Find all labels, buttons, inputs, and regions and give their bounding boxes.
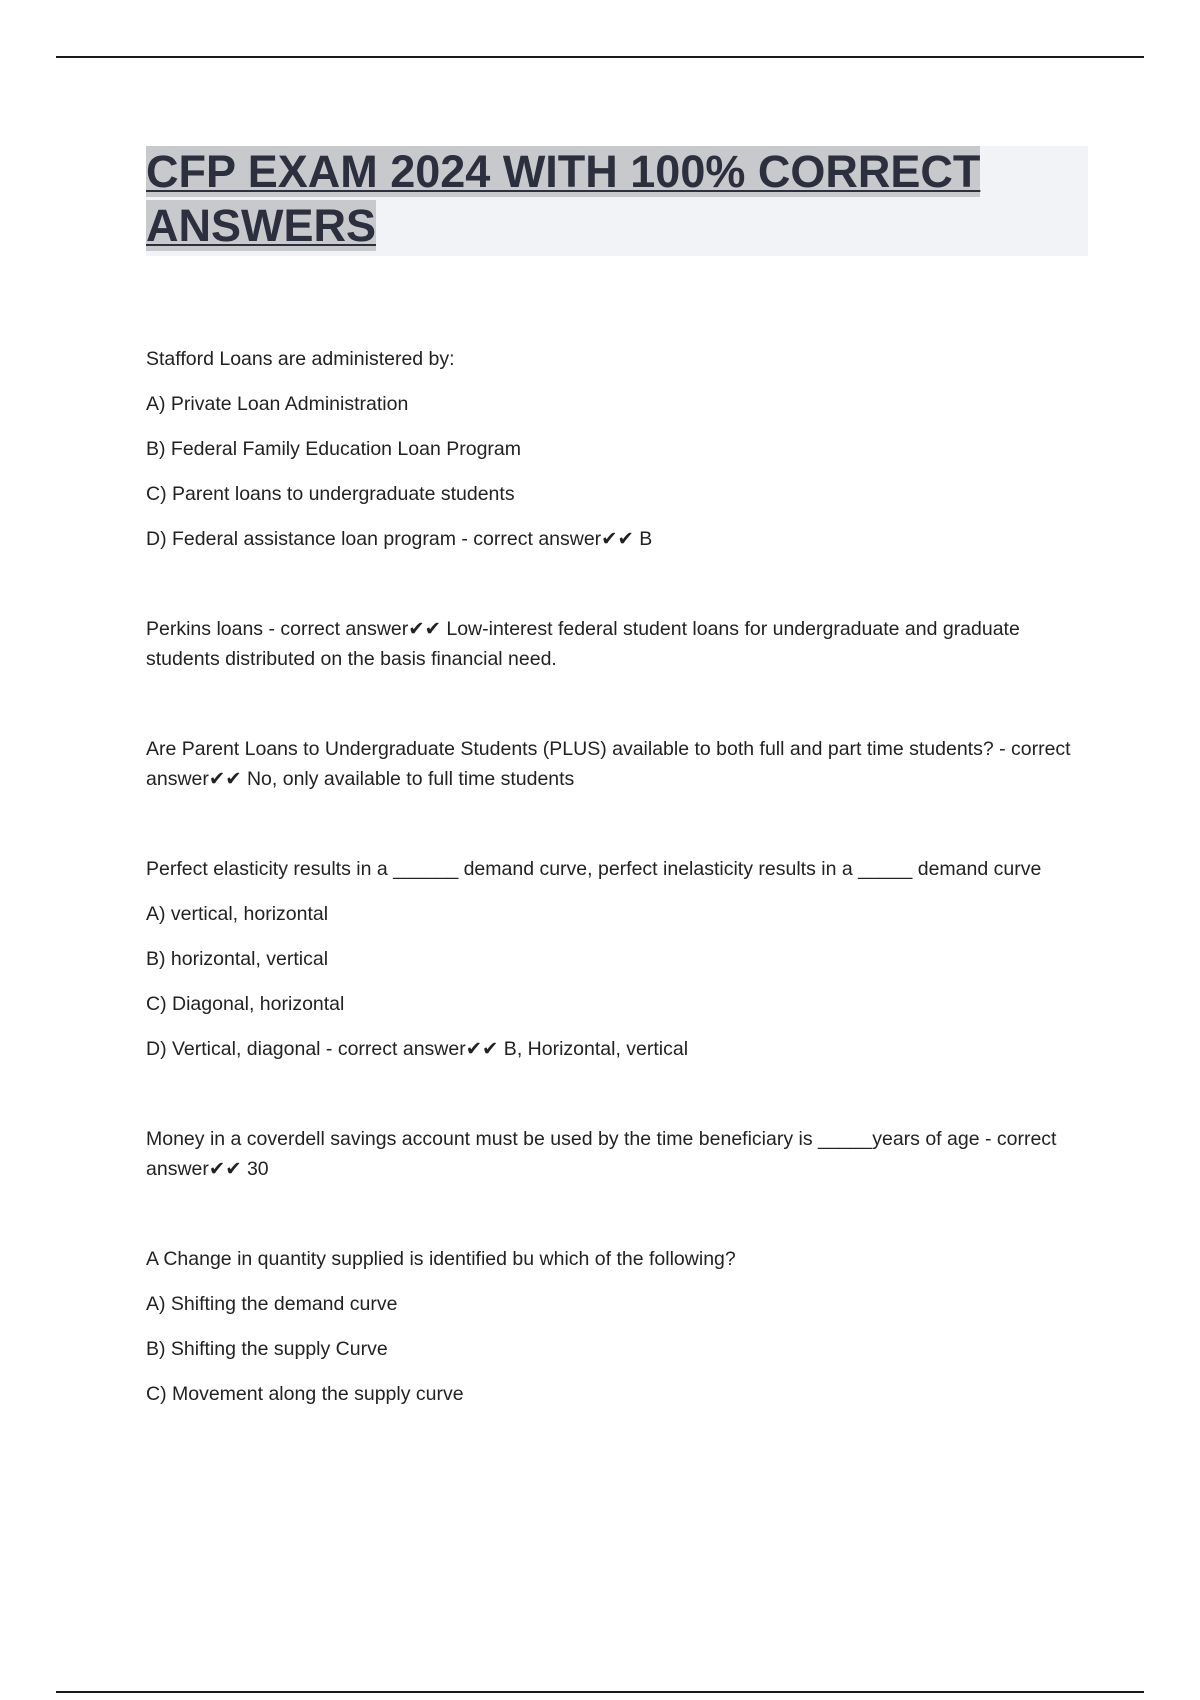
bottom-rule <box>56 1691 1144 1693</box>
answer-option: D) Vertical, diagonal - correct answer✔✔ B, Horizontal, vertical <box>146 1038 689 1060</box>
question-block <box>146 614 1096 674</box>
answer-option: C) Movement along the supply curve <box>146 1383 464 1405</box>
question-block <box>146 1124 1096 1184</box>
answer-option: A) vertical, horizontal <box>146 903 329 925</box>
answer-option: C) Parent loans to undergraduate students <box>146 483 515 505</box>
document-title-line-2: ANSWERS <box>146 200 377 251</box>
question-text: Perkins loans - correct answer✔✔ Low-interest federal student loans for undergraduate and graduate students distributed on the basis financial need. <box>146 618 1020 670</box>
question-block <box>146 344 1096 554</box>
top-rule <box>56 56 1144 58</box>
answer-option: B) Federal Family Education Loan Program <box>146 438 522 460</box>
question-text: Stafford Loans are administered by: <box>146 348 455 370</box>
question-block <box>146 854 1096 1064</box>
question-text: Perfect elasticity results in a ______ demand curve, perfect inelasticity results in a _____ demand curve <box>146 858 1042 880</box>
question-text: A Change in quantity supplied is identified bu which of the following? <box>146 1248 736 1270</box>
document-title-line-1: CFP EXAM 2024 WITH 100% CORRECT <box>146 146 981 197</box>
question-block <box>146 1244 1096 1409</box>
answer-option: D) Federal assistance loan program - correct answer✔✔ B <box>146 528 653 550</box>
answer-option: A) Shifting the demand curve <box>146 1293 398 1315</box>
answer-option: C) Diagonal, horizontal <box>146 993 345 1015</box>
question-text: Are Parent Loans to Undergraduate Students (PLUS) available to both full and part time students? - correct answer✔✔ No, only available to full time students <box>146 738 1071 790</box>
document-body <box>146 344 1096 1409</box>
answer-option: A) Private Loan Administration <box>146 393 409 415</box>
question-block <box>146 734 1096 794</box>
question-text: Money in a coverdell savings account must be used by the time beneficiary is _____years of age - correct answer✔✔ 30 <box>146 1128 1057 1180</box>
answer-option: B) horizontal, vertical <box>146 948 329 970</box>
answer-option: B) Shifting the supply Curve <box>146 1338 388 1360</box>
